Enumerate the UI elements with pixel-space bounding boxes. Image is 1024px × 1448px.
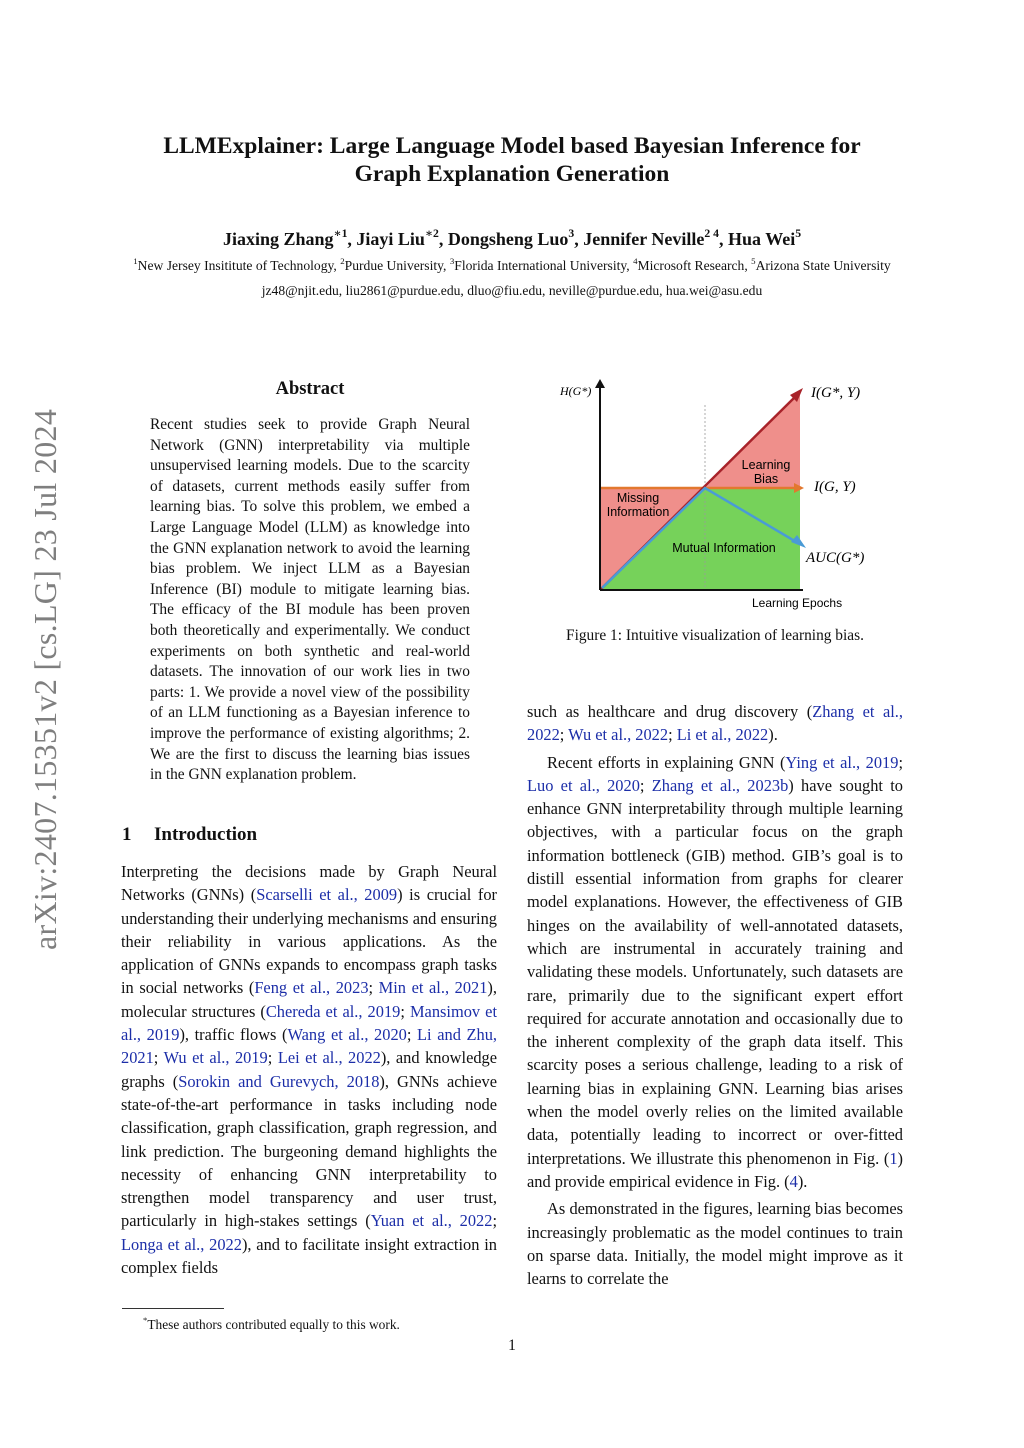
paragraph-text: ), traffic flows ( — [179, 1025, 288, 1045]
intro-column-left — [121, 860, 497, 1279]
citation-link[interactable]: Zhang et al., 2023b — [651, 775, 789, 795]
intro-paragraph-3: As demonstrated in the figures, learning bias becomes increasingly problematic as the model continues to train on sparse data. Initially, the model might improve as it learns to correlate the — [527, 1199, 903, 1289]
section-title: Introduction — [154, 824, 258, 845]
missing-info-label-line1: Missing — [616, 491, 660, 505]
affiliation-2: $^2$Purdue University, — [340, 255, 450, 273]
paragraph-text: ). — [768, 725, 778, 745]
author-4: Jennifer Neville$^{2 4}$ — [583, 226, 720, 249]
author-1: Jiaxing Zhang$^{∗1}$ — [222, 226, 348, 249]
citation-link[interactable]: Li et al., 2022 — [676, 725, 769, 745]
paragraph-text: ), and to facilitate insight extraction in complex fields — [121, 1234, 497, 1278]
author-2: Jiayi Liu$^{∗2}$ — [356, 226, 439, 249]
citation-link[interactable]: Chereda et al., 2019 — [265, 1001, 401, 1021]
affiliation-1: $^1$New Jersey Insititute of Technology, — [133, 255, 341, 273]
citation-link[interactable]: Zhang et al., 2022 — [527, 702, 903, 745]
intro-paragraph-2 — [527, 751, 903, 1194]
citation-link[interactable]: Scarselli et al., 2009 — [256, 885, 398, 905]
paragraph-text: ; — [368, 978, 379, 998]
x-axis-label: Learning Epochs — [752, 596, 843, 610]
paragraph-text: Interpreting the decisions made by Graph Neural Networks (GNNs) ( — [121, 862, 497, 905]
paragraph-text: ), GNNs achieve state-of-the-art performance in tasks including node classification, graph classification, graph regression, and link prediction. The burgeoning demand highlights the necessity of enhancing GNN interpretability to strengthen model transparency and user trust, particularly in high-stakes settings ( — [121, 1071, 497, 1231]
paragraph-text: ; — [492, 1211, 497, 1231]
footnote-rule — [122, 1308, 224, 1309]
affiliation-3: $^3$Florida International University, — [449, 255, 634, 273]
paragraph-text: ; — [267, 1048, 278, 1068]
title-line-2: Graph Explanation Generation — [354, 161, 670, 187]
intro-paragraph-1 — [121, 860, 497, 1279]
paragraph-text: ; — [153, 1048, 164, 1068]
mutual-info-label: Mutual Information — [672, 541, 776, 555]
learning-bias-figure — [548, 378, 888, 618]
citation-link[interactable]: Luo et al., 2020 — [527, 775, 640, 795]
paper-title — [80, 132, 944, 188]
footnote-text: These authors contributed equally to this work. — [147, 1317, 400, 1332]
footnote-mark: * — [143, 1314, 148, 1325]
paragraph-text: ; — [668, 725, 677, 745]
intro-column-right — [527, 700, 903, 1294]
paragraph-text: ; — [639, 775, 652, 795]
paragraph-text: ) have sought to enhance GNN interpretability through multiple learning objectives, with a particular focus on the graph information bottleneck (GIB) method. GIB’s goal is to distill essential information from graphs for clearer model explanations. However, the effectiveness of GIB hinges on the availability of well-annotated datasets, which are instrumental in accurately training and validating these models. Unfortunately, such datasets are rare, primarily due to the significant expert effort required for accurate annotation and occasionally due to the inherent complexity of the graph data itself. This scarcity poses a serious challenge, leading to a risk of learning bias in explaining GNN. Learning bias arises when the model overly relies on the limited available data, potentially leading to incorrect or over-fitted interpretations. We illustrate this phenomenon in Fig. ( — [527, 775, 904, 1168]
paragraph-text: ; — [406, 1025, 418, 1045]
abstract-heading: Abstract — [275, 379, 345, 399]
citation-link[interactable]: Ying et al., 2019 — [785, 752, 899, 772]
paragraph-text: Recent efforts in explaining GNN ( — [547, 752, 786, 772]
intro-paragraph-continued — [527, 700, 903, 747]
citation-link[interactable]: Min et al., 2021 — [378, 978, 488, 998]
section-number: 1 — [122, 824, 132, 845]
citation-link[interactable]: Wang et al., 2020 — [287, 1025, 407, 1045]
paragraph-text: ), and knowledge graphs ( — [121, 1048, 498, 1091]
figure-caption: Figure 1: Intuitive visualization of learning bias. — [566, 627, 864, 644]
citation-link[interactable]: Wu et al., 2019 — [163, 1048, 268, 1068]
paragraph-text: ; — [559, 725, 569, 745]
paragraph-text: ; — [400, 1001, 410, 1021]
paragraph-text: ; — [898, 752, 903, 772]
curve-label-bottom: AUC(G*) — [806, 550, 865, 566]
citation-link[interactable]: Yuan et al., 2022 — [370, 1211, 493, 1231]
paragraph-text: ), molecular structures ( — [121, 978, 497, 1021]
citation-link[interactable]: Mansimov et al., 2019 — [121, 1001, 498, 1045]
author-list: Jiaxing Zhang$^{∗1}$, Jiayi Liu$^{∗2}$, Dongsheng Luo$^3$, Jennifer Neville$^{2 4}$, Hua Wei$^5$ — [222, 226, 802, 249]
y-axis-label: H(G*) — [560, 384, 592, 398]
learning-bias-label-line1: Learning — [741, 458, 791, 472]
arxiv-identifier: arXiv:2407.15351v2 [cs.LG] 23 Jul 2024 — [27, 408, 63, 950]
title-line-1: LLMExplainer: Large Language Model based Bayesian Inference for — [163, 133, 861, 159]
citation-link[interactable]: Feng et al., 2023 — [254, 978, 369, 998]
paragraph-text: ) is crucial for understanding their underlying mechanisms and ensuring their reliability in various applications. As the application of GNNs expands to encompass graph tasks in social networks ( — [121, 885, 497, 998]
citation-link[interactable]: Sorokin and Gurevych, 2018 — [178, 1071, 380, 1091]
citation-link[interactable]: 1 — [889, 1148, 898, 1168]
section-heading — [122, 824, 257, 846]
missing-info-label-line2: Information — [606, 505, 670, 519]
page-number: 1 — [508, 1337, 516, 1354]
citation-link[interactable]: Longa et al., 2022 — [121, 1234, 242, 1254]
learning-bias-label-line2: Bias — [753, 472, 779, 486]
abstract-text: Recent studies seek to provide Graph Neural Network (GNN) interpretability via multiple unsupervised learning models. Due to the scarcity of datasets, current methods easily suffer from learning bias. To solve this problem, we embed a Large Language Model (LLM) as knowledge into the GNN explanation network to avoid the learning bias problem. We inject LLM as a Bayesian Inference (BI) module to mitigate learning bias. The efficacy of the BI module has been proven both theoretically and experimentally. We conduct experiments on both synthetic and real-world datasets. The innovation of our work lies in two parts: 1. We provide a novel view of the possibility of an LLM functioning as a Bayesian inference to improve the performance of existing algorithms; 2. We are the first to discuss the learning bias issues in the GNN explanation problem. — [150, 416, 470, 784]
author-emails: jz48@njit.edu, liu2861@purdue.edu, dluo@fiu.edu, neville@purdue.edu, hua.wei@asu.edu — [261, 283, 763, 298]
citation-link[interactable]: 4 — [789, 1171, 798, 1191]
author-3: Dongsheng Luo$^3$ — [447, 226, 575, 249]
curve-label-top: I(G*, Y) — [811, 385, 861, 401]
citation-link[interactable]: Lei et al., 2022 — [277, 1048, 381, 1068]
y-axis-arrowhead — [595, 379, 605, 388]
citation-link[interactable]: Li and Zhu, 2021 — [121, 1025, 498, 1068]
affiliation-5: $^5$Arizona State University — [751, 255, 891, 273]
citation-link[interactable]: Wu et al., 2022 — [568, 725, 669, 745]
affiliations — [40, 255, 984, 274]
affiliation-4: $^4$Microsoft Research, — [633, 255, 752, 273]
paragraph-text: ) and provide empirical evidence in Fig. ( — [527, 1148, 903, 1191]
curve-label-middle: I(G, Y) — [814, 479, 856, 495]
paragraph-text: such as healthcare and drug discovery ( — [527, 702, 813, 721]
paragraph-text: ). — [797, 1171, 808, 1191]
author-5: Hua Wei$^5$ — [728, 226, 802, 249]
footnote — [143, 1314, 400, 1333]
